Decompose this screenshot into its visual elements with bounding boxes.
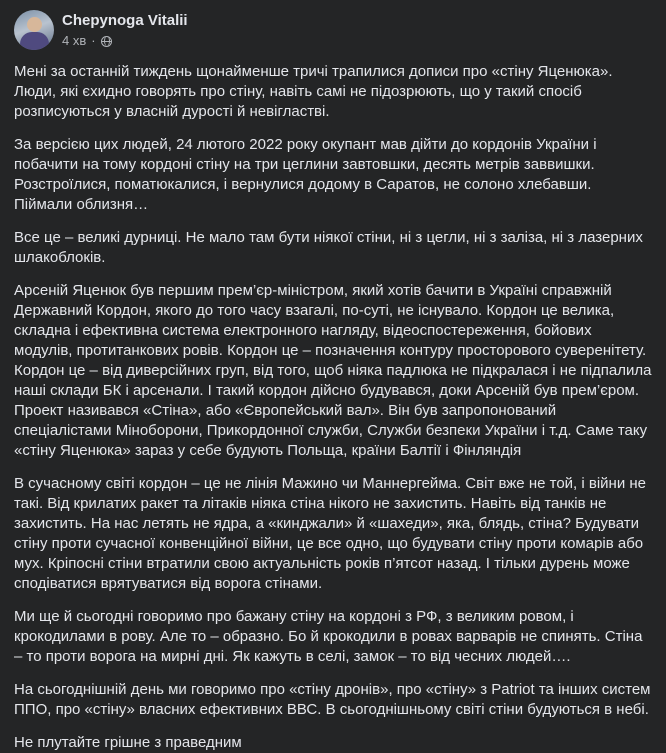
- avatar-body: [20, 32, 49, 50]
- post-paragraph: Арсеній Яценюк був першим прем’єр-міністром, який хотів бачити в Україні справжній Державний Кордон, якого до того часу взагалі, по-суті, не існувало. Кордон це велика, складна і ефективна система електронного нагляду, відеоспостереження, бойових модулів, протитанкових ровів. Кордон це – позначення контуру просторового суверенітету. Кордон це – від диверсійних груп, від того, щоб ніяка падлюка не підкралася і не підпалила наші склади БК і арсенали. І такий кордон дійсно будувався, доки Арсеній був прем’єром. Проект називався «Стіна», або «Європейський вал». Він був запропонований спеціалістами Міноборони, Прикордонної служби, Служби безпеки України і т.д. Саме таку «стіну Яценюка» зараз у себе будують Польща, країни Балтії і Фінляндія: [14, 282, 652, 459]
- post-meta: [62, 11, 188, 49]
- post-subline: [62, 33, 188, 49]
- post-timestamp[interactable]: 4 хв: [62, 33, 87, 48]
- post-paragraph: На сьогоднішній день ми говоримо про «стіну дронів», про «стіну» з Patriot та інших систем ППО, про «стіну» власних ефективних ВВС. В сьогоднішньому світі стіни будуються в небі.: [14, 681, 651, 718]
- author-name[interactable]: Chepynoga Vitalii: [62, 12, 188, 29]
- separator-dot: ·: [91, 33, 96, 48]
- post-paragraph: Ми ще й сьогодні говоримо про бажану стіну на кордоні з РФ, з великим ровом, і крокодилами в рову. Але то – образно. Бо й крокодили в ровах варварів не спинять. Стіна – то проти ворога на мирні дні. Як кажуть в селі, замок – то від чесних людей….: [14, 608, 643, 665]
- post-paragraph: В сучасному світі кордон – це не лінія Мажино чи Маннергейма. Світ вже не той, і війни не такі. Від крилатих ракет та літаків ніяка стіна нікого не захистить. Навіть від танків не захистить. На нас летять не ядра, а «кинджали» й «шахеди», яка, блядь, стіна? Будувати стіну проти сучасної конвенційної війни, це все одно, що будувати стіну проти комарів або мух. Кріпосні стіни втратили свою актуальність років п’ятсот назад. І тільки дурень може сподіватися врятуватися від ворога стінами.: [14, 475, 647, 592]
- post-paragraph: За версією цих людей, 24 лютого 2022 року окупант мав дійти до кордонів України і побачити на тому кордоні стіну на три цеглини завтовшки, десять метрів заввишки. Розстроїлися, поматюкалися, і вернулися додому в Саратов, не солоно хлебавши. Піймали облизня…: [14, 136, 597, 213]
- post-paragraph: Мені за останній тиждень щонайменше тричі трапилися дописи про «стіну Яценюка». Люди, які єхидно говорять про стіну, навіть самі не підозрюють, що у такий спосіб розписуються у власній дурості й невігластві.: [14, 63, 613, 120]
- avatar[interactable]: [14, 10, 54, 50]
- post-header: [14, 10, 652, 50]
- post-body: [14, 62, 652, 753]
- post-paragraph: Все це – великі дурниці. Не мало там бути ніякої стіни, ні з цегли, ні з заліза, ні з лазерних шлакоблоків.: [14, 229, 643, 266]
- avatar-head: [27, 17, 42, 32]
- globe-icon[interactable]: [101, 36, 112, 47]
- post-paragraph: Не плутайте грішне з праведним: [14, 734, 242, 751]
